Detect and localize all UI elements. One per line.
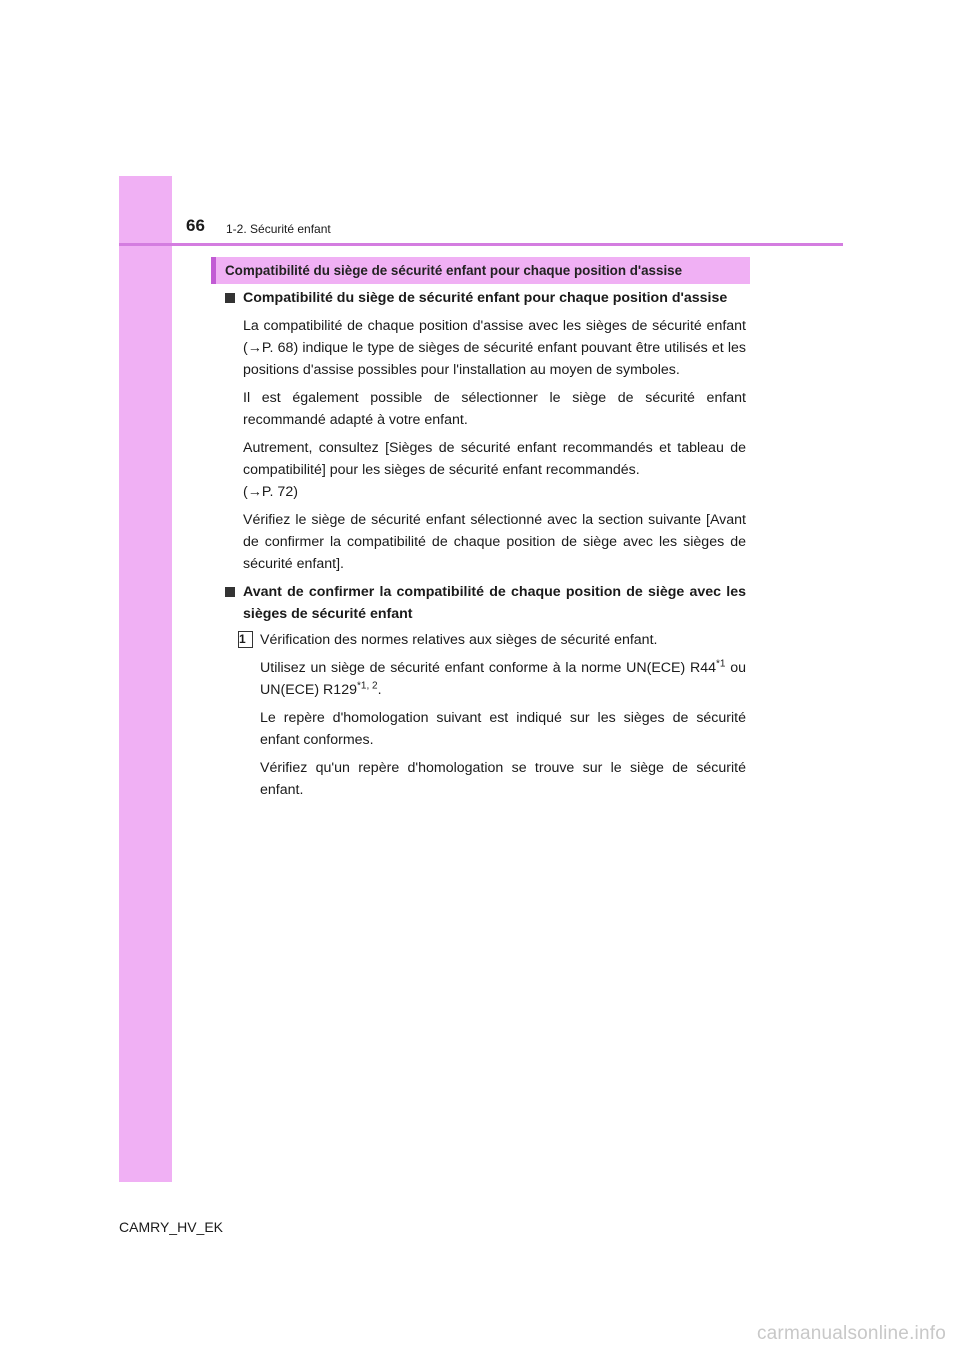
footnote-marker-1: *1 <box>716 658 726 670</box>
section-banner: Compatibilité du siège de sécurité enfant pour chaque position d'assise <box>211 257 750 284</box>
step-1-standard <box>224 657 746 701</box>
paragraph-verify: Vérifiez le siège de sécurité enfant sélectionné avec la section suivante [Avant de confirmer la compatibilité de chaque position de siège avec les sièges de sécurité enfant]. <box>243 512 746 572</box>
paragraph-recommended: Il est également possible de sélectionner le siège de sécurité enfant recommandé adapté à votre enfant. <box>243 390 746 428</box>
step-1-verify-mark: Vérifiez qu'un repère d'homologation se trouve sur le siège de sécurité enfant. <box>260 760 746 798</box>
header-rule <box>119 243 843 246</box>
watermark: carmanualsonline.info <box>756 1323 946 1344</box>
step-1 <box>224 629 746 651</box>
footnote-marker-2: *1, 2 <box>356 680 378 692</box>
step-1-text: Vérification des normes relatives aux sièges de sécurité enfant. <box>260 632 658 648</box>
heading-compatibility <box>224 287 746 309</box>
heading-compatibility-text: Compatibilité du siège de sécurité enfant pour chaque position d'assise <box>243 290 728 306</box>
paragraph-consult-table-text: Autrement, consultez [Sièges de sécurité enfant recommandés et tableau de compatibilité] pour les sièges de sécurité enfant recommandés. <box>243 440 746 478</box>
step-1-homologation-mark: Le repère d'homologation suivant est indiqué sur les sièges de sécurité enfant conformes. <box>260 710 746 748</box>
standard-text-b: ou UN(ECE) R129 <box>260 660 746 698</box>
paragraph-consult-table <box>224 437 746 503</box>
paragraph-compatibility-intro: La compatibilité de chaque position d'assise avec les sièges de sécurité enfant (→P. 68) indique le type de sièges de sécurité enfant pouvant être utilisés et les positions d'assise possibles pour l'installation au moyen de symboles. <box>243 318 746 378</box>
square-bullet-icon <box>225 293 235 303</box>
square-bullet-icon <box>225 587 235 597</box>
heading-before-confirm-text: Avant de confirmer la compatibilité de chaque position de siège avec les sièges de sécurité enfant <box>243 584 746 622</box>
chapter-label: 1-2. Sécurité enfant <box>226 222 331 236</box>
footer-model-code: CAMRY_HV_EK <box>119 1219 224 1235</box>
standard-text-a: Utilisez un siège de sécurité enfant conforme à la norme UN(ECE) R44 <box>260 660 717 676</box>
page-content <box>224 287 746 801</box>
page-number: 66 <box>186 216 205 235</box>
step-number-box: 1 <box>238 631 253 648</box>
chapter-side-tab <box>119 176 172 1182</box>
heading-before-confirm <box>224 581 746 625</box>
standard-text-c: . <box>377 682 382 698</box>
page-reference-72[interactable]: (→P. 72) <box>243 484 298 500</box>
